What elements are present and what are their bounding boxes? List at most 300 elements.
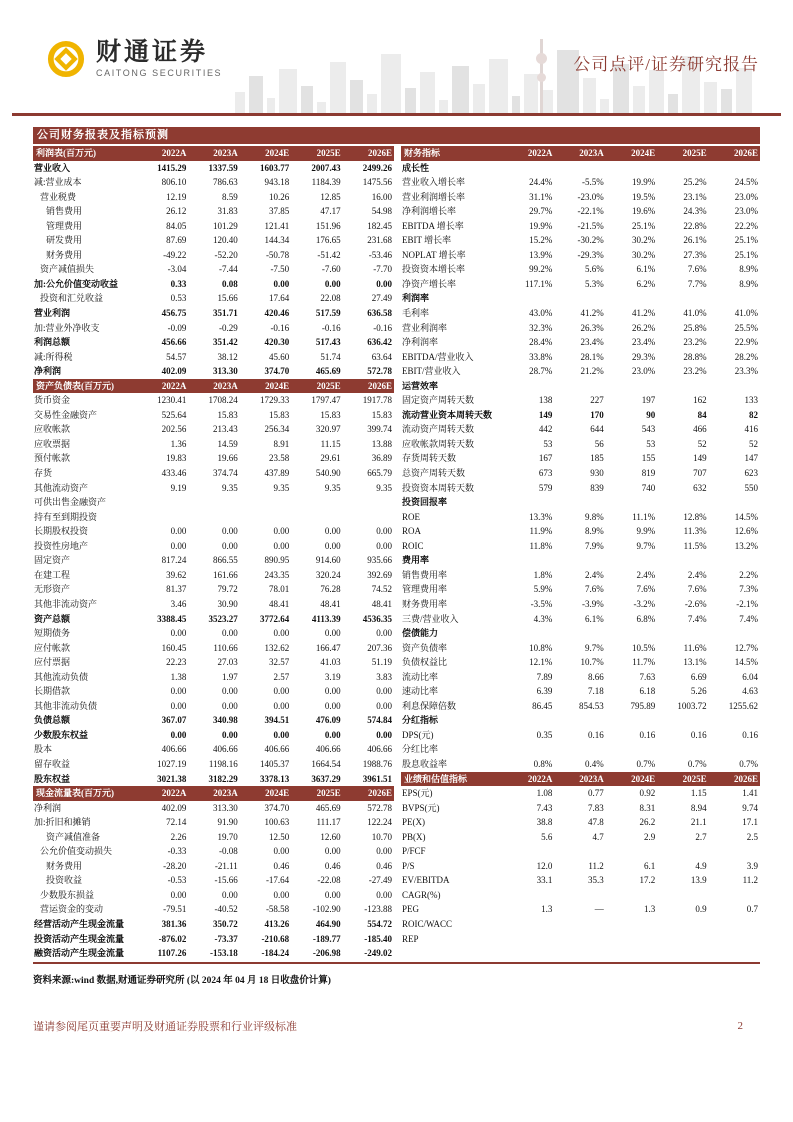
value-cell: 0.33 — [170, 278, 187, 289]
value-cell: 24.4% — [529, 177, 553, 188]
value-cell — [554, 291, 605, 306]
table-row — [33, 670, 394, 685]
value-cell — [709, 713, 760, 728]
value-cell: 28.1% — [580, 351, 604, 362]
value-cell: 392.69 — [367, 569, 392, 580]
value-cell: -7.50 — [270, 264, 290, 275]
table-row — [401, 888, 760, 903]
row-label: 业绩和估值指标 — [404, 773, 468, 784]
table-row — [33, 888, 394, 903]
row-label: 营业利润 — [34, 308, 71, 319]
value-cell: 30.90 — [217, 598, 238, 609]
value-cell: 78.01 — [268, 584, 290, 595]
logo-text — [96, 40, 222, 78]
value-cell: -27.49 — [368, 875, 392, 886]
row-label: 应收帐款周转天数 — [402, 438, 475, 449]
value-cell: 12.8% — [683, 511, 707, 522]
value-cell — [343, 510, 394, 525]
row-label: 管理费用 — [46, 220, 83, 231]
value-cell: -5.5% — [582, 177, 604, 188]
table-row — [33, 335, 394, 350]
year-header-cell: 2022A — [527, 148, 553, 158]
value-cell: 402.09 — [161, 802, 187, 813]
value-cell: 707 — [693, 468, 707, 479]
value-cell: 9.9% — [636, 526, 656, 537]
value-cell: 27.49 — [371, 293, 392, 304]
table-row — [401, 902, 760, 917]
page-number: 2 — [737, 1020, 743, 1032]
value-cell: -0.33 — [167, 846, 187, 857]
value-cell: 11.15 — [320, 438, 341, 449]
value-cell — [606, 713, 657, 728]
table-row — [401, 219, 760, 234]
value-cell: 122.24 — [367, 817, 392, 828]
value-cell: 543 — [641, 424, 656, 435]
value-cell: 36.89 — [371, 453, 392, 464]
table-row — [33, 830, 394, 845]
value-cell — [709, 742, 760, 757]
row-label: 应收票据 — [34, 438, 71, 449]
section-header-row — [401, 553, 760, 568]
value-cell: 9.35 — [324, 482, 341, 493]
value-cell: 1.15 — [690, 788, 707, 799]
value-cell: 0.00 — [376, 278, 392, 289]
table-row — [33, 582, 394, 597]
value-cell: 47.17 — [320, 206, 341, 217]
value-cell: -3.04 — [167, 264, 187, 275]
table-row — [401, 437, 760, 452]
value-cell: 1.3 — [643, 904, 656, 915]
value-cell: 517.59 — [315, 308, 341, 319]
value-cell: 9.35 — [376, 482, 392, 493]
value-cell: 2.7 — [695, 831, 707, 842]
value-cell: 1708.24 — [208, 395, 238, 406]
value-cell: 5.6 — [541, 831, 553, 842]
building-silhouette — [633, 86, 645, 114]
value-cell: 476.09 — [315, 715, 341, 726]
value-cell: 14.5% — [734, 657, 758, 668]
value-cell: 10.26 — [268, 191, 290, 202]
value-cell — [657, 917, 708, 932]
value-cell: 22.8% — [683, 220, 707, 231]
value-cell: 1107.26 — [157, 948, 187, 959]
table-row — [401, 728, 760, 743]
value-cell: 890.95 — [264, 555, 290, 566]
value-cell: 21.2% — [580, 366, 604, 377]
table-row — [401, 204, 760, 219]
value-cell — [503, 291, 554, 306]
section-header-row — [401, 291, 760, 306]
financial-statements-table — [33, 146, 394, 961]
value-cell — [554, 742, 605, 757]
value-cell: 23.4% — [631, 337, 656, 348]
value-cell: 8.59 — [222, 191, 238, 202]
value-cell — [657, 553, 708, 568]
year-header-cell: 2024E — [631, 773, 656, 784]
value-cell: 8.91 — [273, 438, 290, 449]
value-cell: 22.08 — [320, 293, 341, 304]
table-row — [401, 350, 760, 365]
value-cell: 24.5% — [734, 177, 758, 188]
row-label: 长期借款 — [34, 686, 71, 697]
value-cell: 636.58 — [367, 308, 392, 319]
row-label: 财务费用 — [46, 860, 83, 871]
value-cell: 79.72 — [217, 584, 238, 595]
table-row — [33, 219, 394, 234]
value-cell: 0.00 — [376, 729, 392, 740]
table-row — [33, 626, 394, 641]
value-cell: 1603.77 — [259, 162, 290, 173]
value-cell: 15.2% — [529, 235, 553, 246]
value-cell — [606, 626, 657, 641]
value-cell: 0.92 — [639, 788, 656, 799]
value-cell: 456.75 — [161, 308, 187, 319]
table-row — [401, 539, 760, 554]
table-row — [401, 466, 760, 481]
value-cell: 25.2% — [683, 177, 707, 188]
value-cell — [606, 161, 657, 176]
value-cell: 930 — [590, 468, 604, 479]
row-label: 净利润增长率 — [402, 206, 457, 217]
year-header-cell: 2025E — [682, 148, 707, 158]
year-header-cell: 2026E — [733, 773, 758, 784]
value-cell: 38.12 — [217, 351, 238, 362]
value-cell: 433.46 — [161, 468, 187, 479]
value-cell: 12.60 — [320, 831, 341, 842]
value-cell: 632 — [693, 482, 707, 493]
value-cell: 1.36 — [170, 438, 187, 449]
value-cell: 636.42 — [367, 337, 392, 348]
value-cell: 32.3% — [529, 322, 553, 333]
row-label: 销售费用 — [46, 206, 83, 217]
year-header-cell: 2024E — [265, 148, 290, 158]
value-cell: 54.57 — [166, 351, 187, 362]
value-cell — [657, 291, 708, 306]
value-cell: 0.46 — [376, 860, 392, 871]
row-label: 留存收益 — [34, 758, 71, 769]
value-cell: -22.1% — [577, 206, 604, 217]
value-cell: 0.16 — [588, 729, 604, 740]
value-cell: 25.1% — [734, 249, 758, 260]
row-label: 三费/营业收入 — [402, 613, 459, 624]
value-cell: 41.2% — [580, 308, 604, 319]
table-row — [33, 597, 394, 612]
value-cell: 1415.29 — [157, 162, 187, 173]
value-cell — [554, 379, 605, 394]
row-label: P/S — [402, 860, 415, 871]
value-cell: 11.5% — [683, 540, 707, 551]
table-header-row — [33, 786, 394, 801]
building-silhouette — [489, 59, 508, 114]
table-row — [33, 524, 394, 539]
value-cell: 149 — [538, 409, 553, 420]
value-cell: 1988.76 — [362, 758, 392, 769]
table-row — [33, 408, 394, 423]
page-footer — [33, 1018, 743, 1034]
value-cell: 351.42 — [213, 337, 238, 348]
row-label: 负债总额 — [34, 715, 71, 726]
value-cell: 15.83 — [320, 409, 341, 420]
table-row — [401, 568, 760, 583]
value-cell — [343, 495, 394, 510]
value-cell: 465.69 — [315, 802, 341, 813]
row-label: PEG — [402, 904, 420, 915]
value-cell: 1664.54 — [311, 758, 341, 769]
table-row — [401, 786, 760, 801]
value-cell: 3.19 — [324, 671, 341, 682]
value-cell — [657, 713, 708, 728]
value-cell: 27.03 — [217, 657, 238, 668]
table-row — [33, 437, 394, 452]
value-cell — [657, 379, 708, 394]
value-cell: 13.3% — [529, 511, 553, 522]
table-row — [33, 233, 394, 248]
row-label: 研发费用 — [46, 235, 83, 246]
value-cell: 313.30 — [213, 366, 238, 377]
value-cell: 54.98 — [371, 206, 392, 217]
value-cell: 24.3% — [683, 206, 707, 217]
value-cell: 0.00 — [376, 846, 392, 857]
value-cell: 19.70 — [217, 831, 238, 842]
value-cell: 0.00 — [170, 729, 187, 740]
table-row — [401, 524, 760, 539]
row-label: 分红比率 — [402, 744, 439, 755]
value-cell: -30.2% — [577, 235, 604, 246]
value-cell: 11.8% — [529, 540, 553, 551]
table-row — [33, 495, 394, 510]
row-label: 净利润率 — [402, 337, 439, 348]
value-cell: 23.2% — [683, 337, 707, 348]
value-cell: 0.00 — [273, 846, 290, 857]
building-silhouette — [524, 74, 538, 114]
table-row — [33, 757, 394, 772]
value-cell: 15.66 — [217, 293, 238, 304]
value-cell — [503, 495, 554, 510]
row-label: 其他流动资产 — [34, 482, 89, 493]
value-cell: 13.88 — [371, 438, 392, 449]
value-cell: 0.00 — [324, 278, 341, 289]
table-row — [33, 510, 394, 525]
table-row — [401, 408, 760, 423]
value-cell: 574.84 — [367, 715, 392, 726]
value-cell — [606, 932, 657, 947]
table-header-row — [33, 379, 394, 394]
value-cell: 819 — [641, 468, 656, 479]
row-label: 无形资产 — [34, 584, 71, 595]
value-cell: 6.1% — [636, 264, 656, 275]
row-label: ROA — [402, 526, 422, 537]
table-header-row — [33, 146, 394, 161]
table-row — [401, 262, 760, 277]
value-cell: 0.00 — [324, 889, 341, 900]
value-cell: 10.70 — [371, 831, 392, 842]
row-label: 营业税费 — [40, 191, 77, 202]
row-label: 固定资产周转天数 — [402, 395, 475, 406]
value-cell: 0.16 — [742, 729, 758, 740]
value-cell — [554, 495, 605, 510]
value-cell: 320.24 — [315, 569, 341, 580]
row-label: 固定资产 — [34, 555, 71, 566]
building-silhouette — [405, 88, 416, 114]
value-cell: 27.3% — [683, 249, 707, 260]
value-cell: 0.00 — [222, 700, 238, 711]
year-header-cell: 2025E — [316, 148, 341, 158]
table-row — [401, 670, 760, 685]
value-cell: 110.66 — [213, 642, 238, 653]
value-cell: 37.85 — [268, 206, 290, 217]
value-cell — [606, 495, 657, 510]
value-cell: 8.9% — [739, 278, 758, 289]
value-cell: 10.5% — [631, 642, 656, 653]
row-label: 资产减值准备 — [46, 831, 101, 842]
year-header-cell: 2023A — [579, 148, 604, 158]
year-header-cell: 2022A — [161, 380, 187, 391]
value-cell — [606, 844, 657, 859]
value-cell: 374.74 — [213, 468, 238, 479]
value-cell: 39.62 — [166, 569, 187, 580]
value-cell: 1.41 — [742, 788, 758, 799]
row-label: 负债权益比 — [402, 657, 448, 668]
value-cell: 1337.59 — [208, 162, 238, 173]
table-row — [33, 902, 394, 917]
row-label: 加:营业外净收支 — [34, 322, 100, 333]
row-label: PE(X) — [402, 817, 425, 828]
value-cell: 29.61 — [320, 453, 341, 464]
value-cell: 0.00 — [324, 526, 341, 537]
value-cell: 6.1% — [585, 613, 604, 624]
row-label: 营业利润增长率 — [402, 191, 466, 202]
row-label: 交易性金融资产 — [34, 409, 98, 420]
value-cell: 0.00 — [170, 889, 187, 900]
tower-silhouette-decoration — [540, 39, 543, 114]
value-cell: -40.52 — [214, 904, 238, 915]
value-cell: -23.0% — [577, 191, 604, 202]
value-cell: -0.53 — [167, 875, 187, 886]
value-cell: 0.00 — [273, 540, 290, 551]
value-cell: 525.64 — [161, 409, 187, 420]
value-cell: 3182.29 — [208, 773, 238, 784]
row-label: 其他非流动资产 — [34, 598, 98, 609]
row-label: EBITDA 增长率 — [402, 220, 464, 231]
value-cell: 442 — [538, 424, 553, 435]
value-cell: 9.35 — [273, 482, 290, 493]
value-cell — [188, 495, 239, 510]
value-cell: -3.2% — [633, 598, 656, 609]
table-row — [401, 190, 760, 205]
value-cell — [554, 888, 605, 903]
year-header-cell: 2025E — [316, 788, 341, 799]
value-cell: 26.2 — [639, 817, 656, 828]
value-cell: -53.46 — [368, 249, 392, 260]
section-header-row — [401, 713, 760, 728]
value-cell: 51.19 — [371, 657, 392, 668]
row-label: 融资活动产生现金流量 — [34, 948, 125, 959]
table-header-row — [401, 146, 760, 161]
value-cell: 100.63 — [264, 817, 290, 828]
table-row — [401, 859, 760, 874]
value-cell: 256.34 — [264, 424, 290, 435]
row-label: 减:营业成本 — [34, 177, 82, 188]
row-label: 成长性 — [402, 162, 430, 173]
row-label: 其他流动负债 — [34, 671, 89, 682]
table-row — [401, 306, 760, 321]
value-cell: 48.41 — [268, 598, 290, 609]
year-header-cell: 2023A — [213, 148, 238, 158]
city-skyline-decoration — [235, 36, 785, 114]
value-cell: 416 — [744, 424, 758, 435]
value-cell: 41.0% — [683, 308, 707, 319]
value-cell: 12.1% — [529, 657, 553, 668]
value-cell: 1797.47 — [311, 395, 341, 406]
row-label: ROIC/WACC — [402, 918, 453, 929]
table-row — [401, 612, 760, 627]
row-label: 资产总额 — [34, 613, 71, 624]
value-cell: 7.6% — [687, 584, 707, 595]
row-label: 营运资金的变动 — [40, 904, 104, 915]
building-silhouette — [301, 86, 313, 114]
value-cell: 6.8% — [636, 613, 656, 624]
value-cell: 402.09 — [161, 366, 187, 377]
year-header-cell: 2026E — [367, 380, 392, 391]
report-type-label: 公司点评/证券研究报告 — [573, 55, 759, 74]
table-row — [33, 422, 394, 437]
value-cell: 111.17 — [316, 817, 341, 828]
value-cell: 90 — [646, 409, 656, 420]
value-cell: 0.00 — [273, 686, 290, 697]
value-cell: 7.63 — [639, 671, 656, 682]
row-label: 管理费用率 — [402, 584, 448, 595]
value-cell: 6.1 — [643, 860, 656, 871]
value-cell: 162 — [693, 395, 707, 406]
value-cell — [709, 553, 760, 568]
building-silhouette — [381, 54, 401, 114]
year-header-cell: 2024E — [265, 788, 290, 799]
row-label: 资产减值损失 — [40, 264, 95, 275]
building-silhouette — [235, 92, 245, 114]
table-row — [401, 844, 760, 859]
value-cell: 623 — [744, 468, 758, 479]
value-cell: -2.1% — [736, 598, 758, 609]
value-cell: 29.7% — [529, 206, 553, 217]
year-header-cell: 2023A — [213, 788, 238, 799]
value-cell: 166.47 — [315, 642, 341, 653]
value-cell: 0.00 — [324, 846, 341, 857]
value-cell: 572.78 — [367, 802, 392, 813]
value-cell: 8.9% — [585, 526, 604, 537]
value-cell: 4.3% — [533, 613, 553, 624]
value-cell: 28.7% — [529, 366, 553, 377]
value-cell — [709, 379, 760, 394]
value-cell: 76.28 — [320, 584, 341, 595]
row-label: 资产负债表(百万元) — [36, 380, 114, 391]
table-title-bar: 公司财务报表及指标预测 — [33, 127, 760, 144]
value-cell — [137, 495, 188, 510]
value-cell: 7.3% — [739, 584, 758, 595]
table-row — [401, 277, 760, 292]
value-cell: 74.52 — [371, 584, 392, 595]
value-cell: 465.69 — [315, 366, 341, 377]
value-cell: 3523.27 — [208, 613, 238, 624]
value-cell: 1.38 — [170, 671, 187, 682]
section-header-row — [401, 161, 760, 176]
value-cell: 406.66 — [161, 744, 187, 755]
year-header-cell: 2025E — [682, 773, 707, 784]
value-cell: 0.00 — [324, 540, 341, 551]
row-label: P/FCF — [402, 846, 426, 857]
value-cell: 0.00 — [376, 686, 392, 697]
value-cell — [503, 379, 554, 394]
value-cell: 456.66 — [161, 337, 187, 348]
